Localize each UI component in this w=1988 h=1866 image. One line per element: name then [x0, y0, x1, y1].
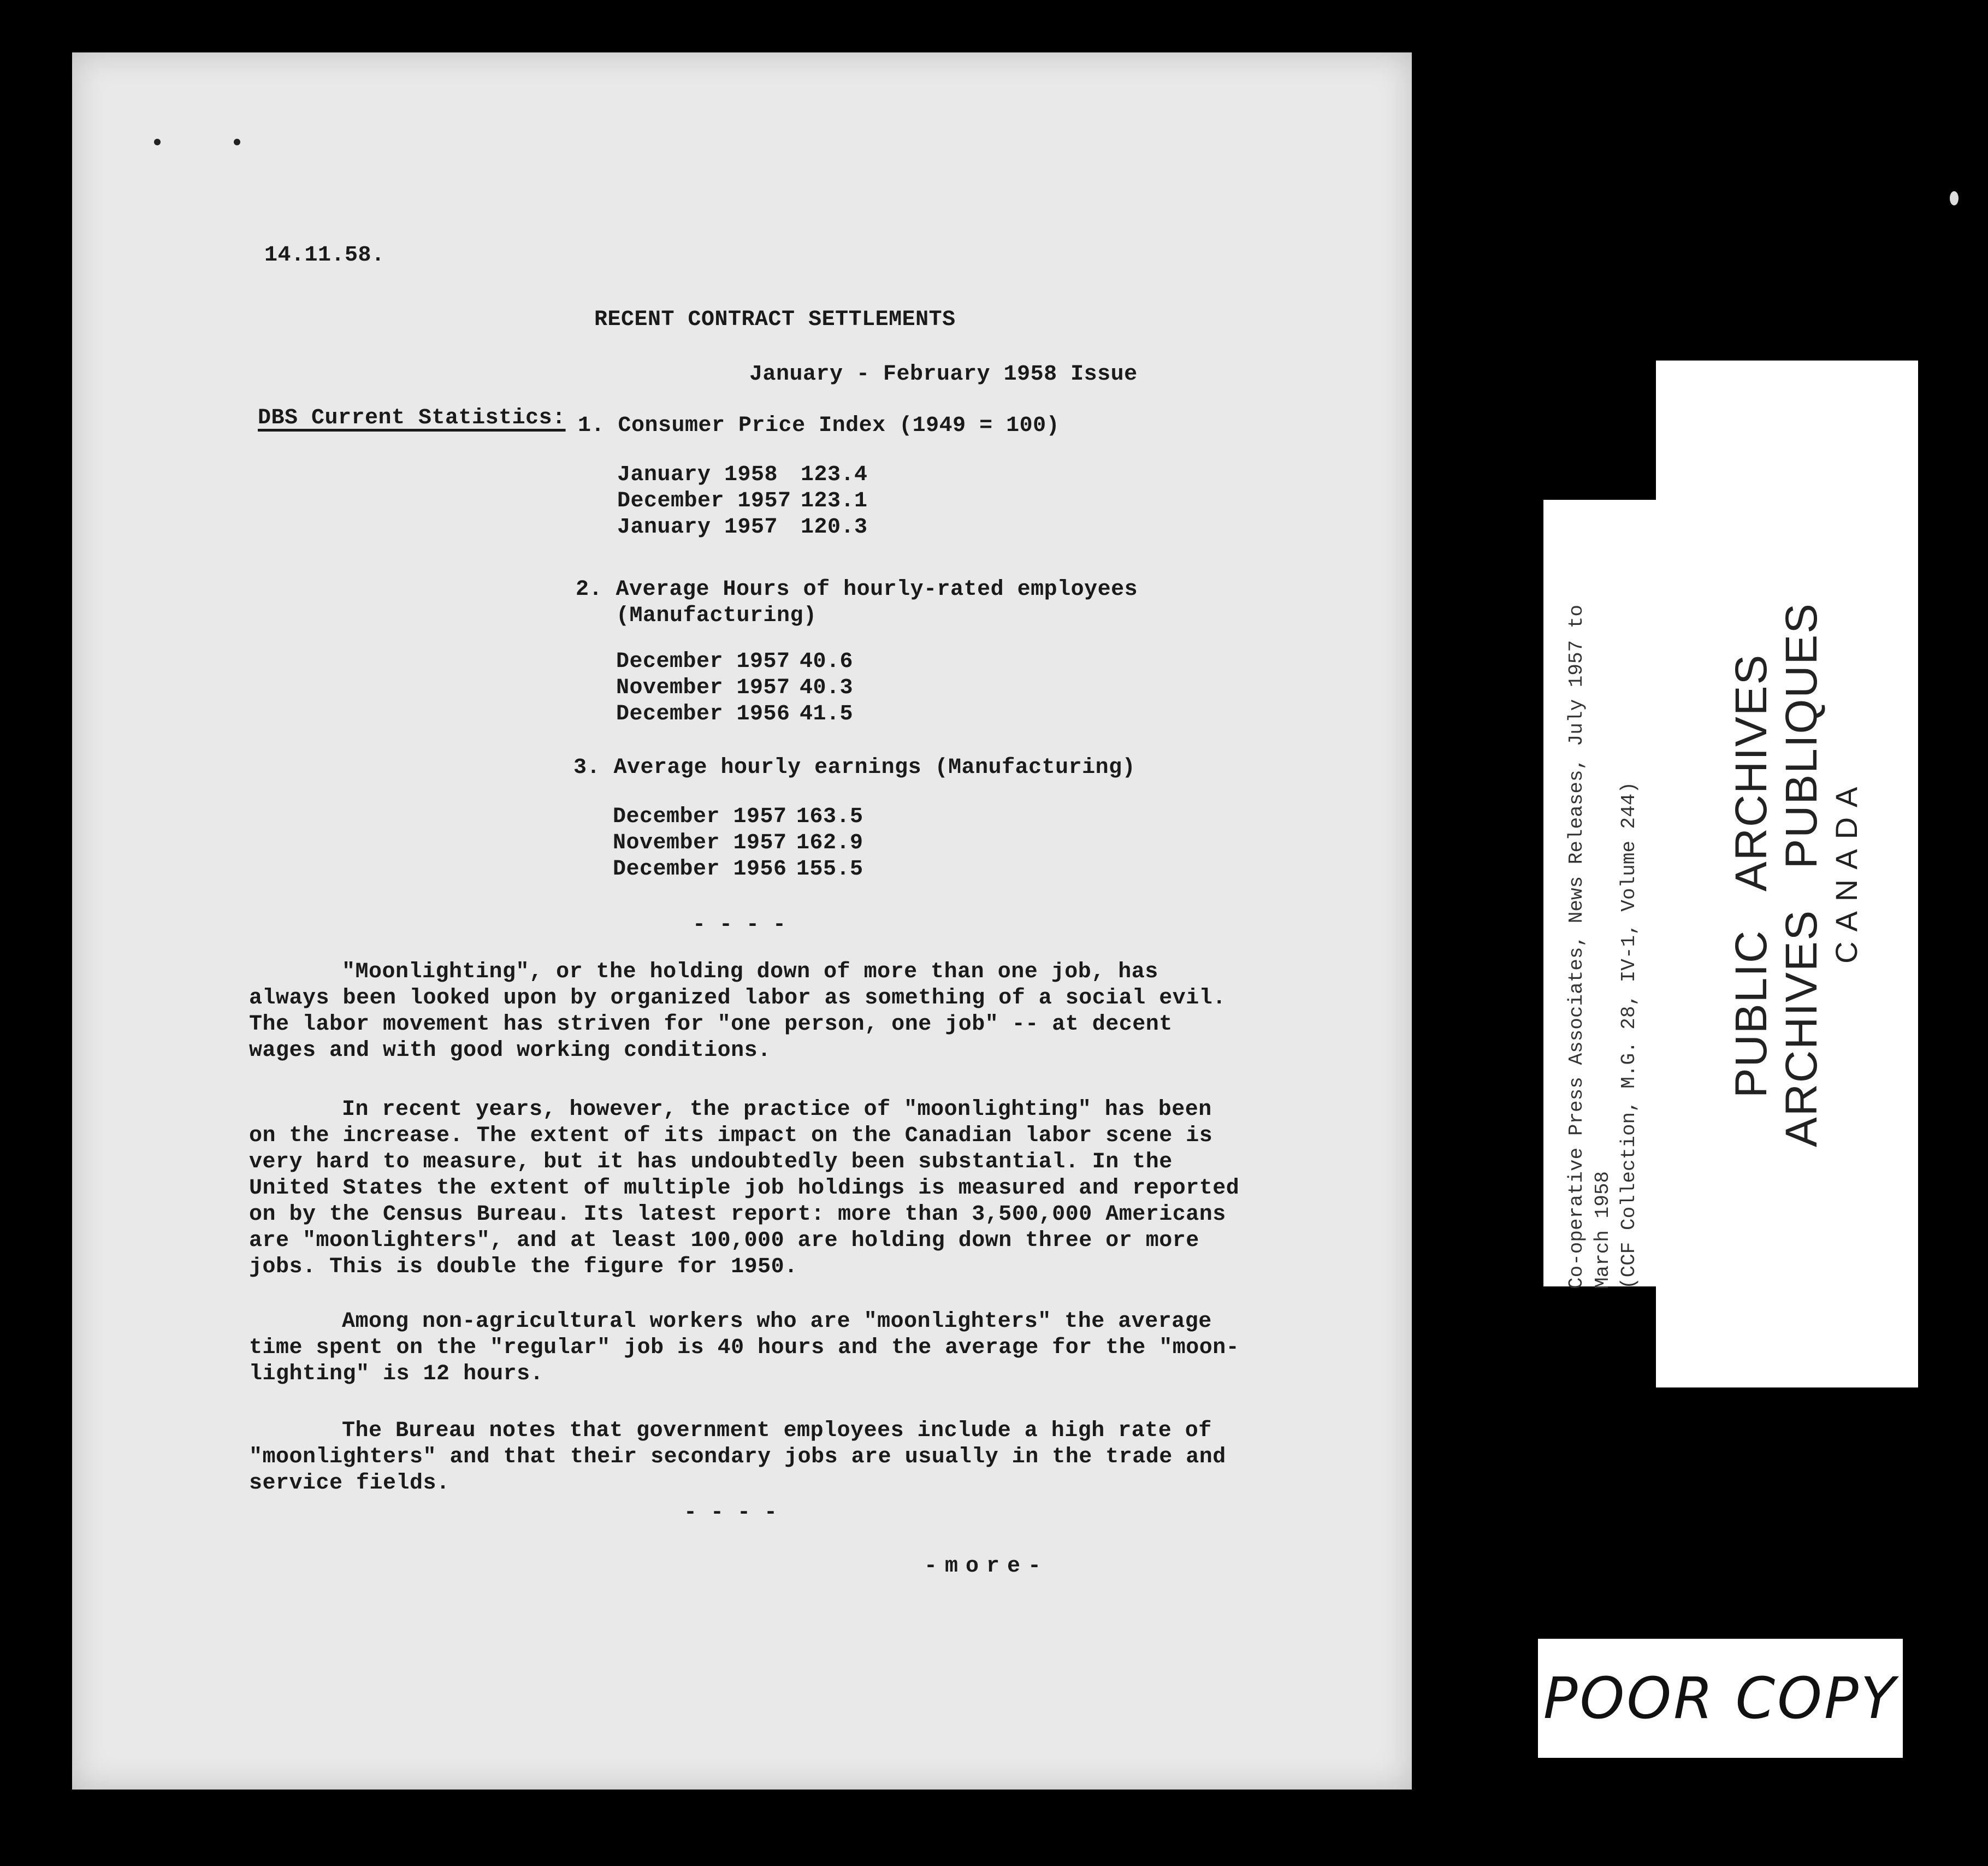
stat-row: December 1957 40.6 — [616, 649, 854, 674]
paragraph-1: "Moonlighting", or the holding down of more than one job, has always been looked upon by organized labor as something of a social evil. The labor movement has striven for "one person, one job" -- at decent wages and with good working conditions. — [249, 960, 1226, 1063]
document-title: RECENT CONTRACT SETTLEMENTS — [594, 308, 956, 332]
stat-row: November 1957 162.9 — [613, 831, 863, 855]
archive-country: CANADA — [1829, 777, 1863, 964]
stat-row: January 1958 123.4 — [617, 463, 868, 487]
section-label: DBS Current Statistics: — [258, 406, 566, 430]
paragraph-2: In recent years, however, the practice of "moonlighting" has been on the increase. The extent of its impact on the Canadian labor scene is very hard to measure, but it has undoubtedly been substantial. In the United States the extent of multiple job holdings is measured and reported on by the Census Bureau. Its latest report: more than 3,500,000 Americans are "moonlighters", and at least 100,000 are holding down three or more jobs. This is double the figure for 1950. — [249, 1097, 1240, 1279]
speck-dot — [154, 139, 161, 145]
document-date: 14.11.58. — [264, 243, 385, 268]
document-page — [72, 52, 1412, 1790]
separator-1: - - - - — [693, 913, 786, 937]
stat-table-1 — [617, 462, 868, 541]
speck-dot — [234, 139, 240, 145]
poor-copy-stamp — [1538, 1639, 1903, 1758]
stat-row: November 1957 40.3 — [616, 676, 854, 700]
stat-heading-2-cont: (Manufacturing) — [616, 604, 817, 628]
archive-source-line-1: Co-operative Press Associates, News Releases, July 1957 to — [1565, 604, 1588, 1289]
archive-name-en: PUBLIC ARCHIVES — [1726, 653, 1776, 1098]
archive-source-line-2: March 1958 — [1591, 1171, 1614, 1289]
separator-2: - - - - — [684, 1501, 778, 1525]
archive-name-fr: ARCHIVES PUBLIQUES — [1777, 603, 1826, 1147]
archive-source-line-3: (CCF Collection, M.G. 28, IV-1, Volume 244) — [1618, 782, 1640, 1289]
stat-row: January 1957 120.3 — [617, 515, 868, 540]
stat-heading-1: 1. Consumer Price Index (1949 = 100) — [578, 414, 1060, 438]
speck-dot — [1950, 191, 1959, 205]
stat-row: December 1956 41.5 — [616, 702, 854, 727]
stat-heading-2: 2. Average Hours of hourly-rated employees — [576, 577, 1138, 602]
stat-row: December 1957 163.5 — [613, 805, 863, 829]
poor-copy-text: POOR COPY — [1543, 1665, 1898, 1732]
stat-row: December 1956 155.5 — [613, 857, 863, 882]
archive-source-strip — [1543, 500, 1675, 1286]
paragraph-4: The Bureau notes that government employees include a high rate of "moonlighters" and that their secondary jobs are usually in the trade and service fields. — [249, 1419, 1226, 1496]
stat-heading-3: 3. Average hourly earnings (Manufacturing) — [573, 755, 1136, 780]
stat-table-2 — [616, 649, 853, 728]
paragraph-3: Among non-agricultural workers who are "moonlighters" the average time spent on the "regular" job is 40 hours and the average for the "moon-lighting" is 12 hours. — [249, 1309, 1240, 1386]
issue-line: January - February 1958 Issue — [749, 362, 1138, 387]
more-footer: -more- — [924, 1554, 1049, 1579]
stat-row: December 1957 123.1 — [617, 489, 868, 513]
stat-table-3 — [613, 804, 863, 883]
